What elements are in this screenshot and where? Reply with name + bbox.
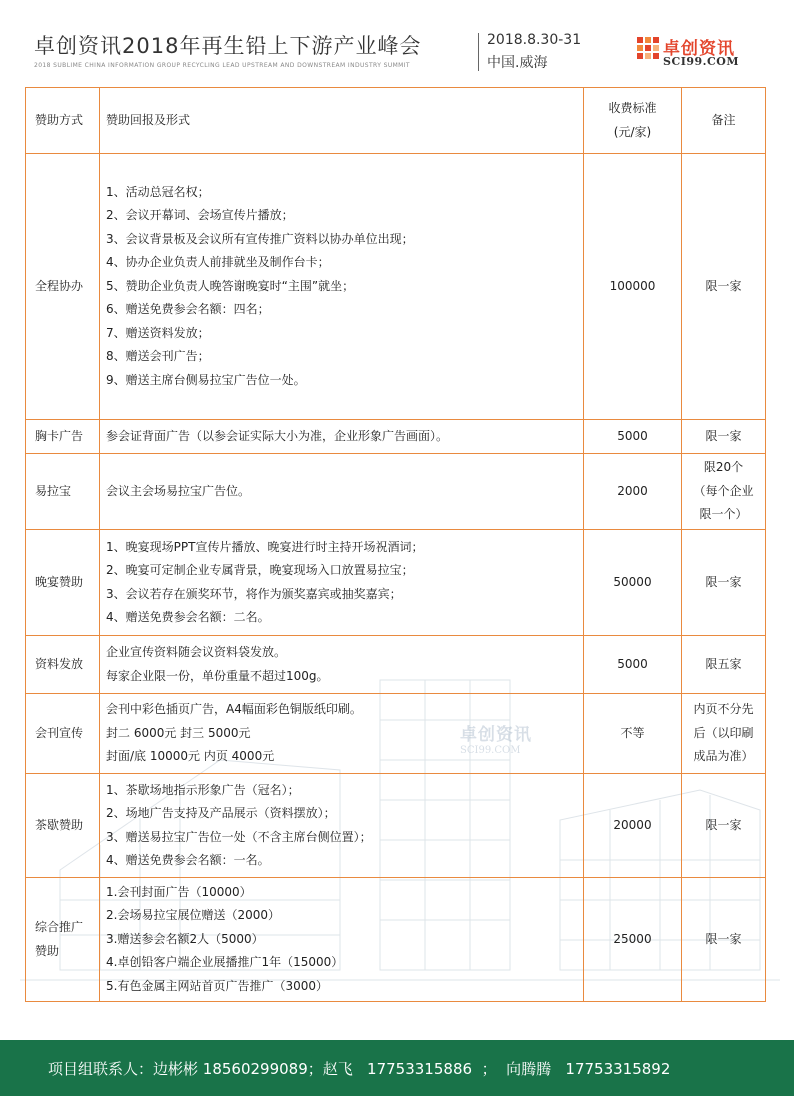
sponsor-method-line: 易拉宝	[35, 483, 72, 498]
sponsor-note-line: 限20个	[703, 460, 744, 475]
logo-grid-icon	[637, 37, 659, 59]
sponsor-benefits	[100, 636, 584, 694]
sponsor-benefits-line: 3、会议背景板及会议所有宣传推广资料以协办单位出现；	[106, 231, 414, 246]
table-row	[26, 774, 766, 878]
sponsor-benefits-line: 2、晚宴可定制企业专属背景，晚宴现场入口放置易拉宝；	[106, 563, 414, 577]
sponsor-benefits-line: 7、赠送资料发放；	[106, 325, 210, 340]
sponsor-note	[682, 694, 766, 774]
sponsor-benefits-line: 封二 6000元 封三 5000元	[106, 725, 251, 740]
sponsor-benefits-line: 封面/底 10000元 内页 4000元	[106, 749, 275, 764]
logo-chinese-name: 卓创资讯	[663, 39, 735, 59]
header-divider	[478, 33, 479, 71]
sponsor-method	[26, 530, 100, 636]
table-header-row	[26, 88, 766, 154]
table-row	[26, 530, 766, 636]
sponsor-benefits-line: 9、赠送主席台侧易拉宝广告位一处。	[106, 372, 306, 387]
sponsor-benefits-line: 8、赠送会刊广告；	[106, 349, 210, 364]
sponsor-note-line: 限一家	[705, 278, 742, 293]
sponsor-note-line: 限五家	[705, 656, 742, 671]
sponsor-method	[26, 774, 100, 878]
sponsor-note	[682, 154, 766, 420]
sci99-logo	[637, 34, 761, 70]
sponsor-benefits-line: 1、晚宴现场PPT宣传片播放、晚宴进行时主持开场祝酒词；	[106, 539, 424, 554]
sponsor-benefits	[100, 694, 584, 774]
sponsor-benefits	[100, 530, 584, 636]
sponsor-benefits-line: 4.卓创铅客户端企业展播推广1年（15000）	[106, 955, 344, 970]
sponsor-price: 2000	[584, 454, 682, 530]
sponsor-benefits-line: 4、赠送免费参会名额：一名。	[106, 853, 270, 867]
table-row	[26, 154, 766, 420]
sponsor-note-line: 后（以印刷	[693, 725, 754, 740]
sponsor-note	[682, 530, 766, 636]
sponsor-price: 5000	[584, 636, 682, 694]
sponsor-price: 5000	[584, 420, 682, 454]
sponsor-note	[682, 454, 766, 530]
sponsor-note-line: 限一家	[705, 428, 742, 443]
sponsor-note	[682, 420, 766, 454]
sponsor-note	[682, 878, 766, 1002]
table-row	[26, 694, 766, 774]
sponsorship-table	[25, 87, 766, 1002]
sponsor-note-line: 限一个）	[699, 507, 748, 522]
sponsor-benefits-line: 3、赠送易拉宝广告位一处（不含主席台侧位置）；	[106, 829, 372, 844]
logo-domain: SCI99.COM	[663, 55, 739, 68]
sponsor-benefits-line: 2、场地广告支持及产品展示（资料摆放）；	[106, 806, 336, 820]
sponsor-note-line: 限一家	[705, 817, 742, 832]
summit-place: 中国.威海	[487, 55, 548, 71]
sponsor-price: 20000	[584, 774, 682, 878]
sponsor-note-line: 内页不分先	[693, 702, 754, 717]
sponsor-benefits-line: 1.会刊封面广告（10000）	[106, 884, 252, 899]
watermark-logo-domain: SCI99.COM	[460, 745, 521, 756]
sponsor-note-line: 成品为准）	[693, 749, 754, 764]
contact-footer	[0, 1040, 794, 1096]
sponsor-benefits-line: 6、赠送免费参会名额：四名；	[106, 302, 270, 317]
sponsor-price: 25000	[584, 878, 682, 1002]
page-header	[0, 0, 794, 80]
sponsor-benefits-line: 2、会议开幕词、会场宣传片播放；	[106, 208, 294, 223]
table-body	[26, 154, 766, 1002]
sponsor-method	[26, 636, 100, 694]
header-price	[584, 88, 682, 154]
sponsor-price: 100000	[584, 154, 682, 420]
sponsorship-table-wrap	[25, 87, 765, 1002]
sponsor-benefits-line: 3.赠送参会名额2人（5000）	[106, 931, 264, 946]
sponsor-benefits	[100, 878, 584, 1002]
sponsor-benefits	[100, 454, 584, 530]
sponsor-benefits-line: 5.有色金属主网站首页广告推广（3000）	[106, 978, 328, 993]
sponsor-benefits	[100, 774, 584, 878]
sponsor-method-line: 综合推广	[35, 920, 84, 934]
header-method: 赞助方式	[26, 88, 100, 154]
sponsor-benefits-line: 会议主会场易拉宝广告位。	[106, 483, 251, 498]
sponsor-method-line: 晚宴赞助	[35, 574, 84, 589]
sponsor-method-line: 会刊宣传	[35, 725, 84, 740]
sponsor-note	[682, 774, 766, 878]
sponsor-method	[26, 154, 100, 420]
sponsor-benefits-line: 5、赞助企业负责人晚答谢晚宴时“主围”就坐；	[106, 278, 355, 293]
sponsor-note-line: （每个企业	[693, 483, 754, 498]
sponsor-benefits-line: 每家企业限一份，单份重量不超过100g。	[106, 668, 329, 683]
sponsor-method	[26, 878, 100, 1002]
summit-date: 2018.8.30-31	[487, 32, 582, 48]
sponsor-benefits-line: 参会证背面广告（以参会证实际大小为准，企业形象广告画面）。	[106, 428, 449, 443]
sponsor-note	[682, 636, 766, 694]
sponsor-benefits	[100, 420, 584, 454]
watermark-logo-chinese: 卓创资讯	[460, 725, 532, 745]
sponsor-benefits-line: 3、会议若存在颁奖环节，将作为颁奖嘉宾或抽奖嘉宾；	[106, 586, 402, 601]
header-note: 备注	[682, 88, 766, 154]
header-content: 赞助回报及形式	[100, 88, 584, 154]
sponsor-method-line: 胸卡广告	[35, 428, 84, 443]
sponsor-method-line: 资料发放	[35, 656, 84, 671]
table-row	[26, 878, 766, 1002]
summit-title: 卓创资讯2018年再生铅上下游产业峰会	[34, 34, 422, 58]
sponsor-method-line: 茶歇赞助	[35, 817, 84, 832]
header-price-unit: (元/家)	[613, 124, 652, 139]
sponsor-benefits-line: 1、茶歇场地指示形象广告（冠名）；	[106, 782, 300, 797]
contact-info: 项目组联系人：边彬彬 18560299089；赵飞 17753315886 ； 向腾腾 17753315892	[48, 1060, 671, 1078]
header-price-line: 收费标准	[608, 101, 657, 115]
sponsor-benefits-line: 4、赠送免费参会名额：二名。	[106, 610, 270, 624]
table-row	[26, 420, 766, 454]
summit-subtitle: 2018 SUBLIME CHINA INFORMATION GROUP RECYCLING LEAD UPSTREAM AND DOWNSTREAM INDUSTRY SUMMIT	[34, 62, 410, 69]
sponsor-benefits-line: 企业宣传资料随会议资料袋发放。	[106, 645, 287, 659]
sponsor-note-line: 限一家	[705, 931, 742, 946]
sponsor-method-line: 赞助	[35, 943, 60, 958]
sponsor-benefits-line: 会刊中彩色插页广告，A4幅面彩色铜版纸印刷。	[106, 702, 362, 717]
table-row	[26, 636, 766, 694]
sponsor-method	[26, 694, 100, 774]
sponsor-price: 50000	[584, 530, 682, 636]
sponsor-benefits-line: 1、活动总冠名权；	[106, 184, 210, 199]
sponsor-benefits-line: 2.会场易拉宝展位赠送（2000）	[106, 908, 280, 923]
sponsor-benefits-line: 4、协办企业负责人前排就坐及制作台卡；	[106, 255, 330, 270]
sponsor-benefits	[100, 154, 584, 420]
table-row	[26, 454, 766, 530]
sponsor-note-line: 限一家	[705, 574, 742, 589]
sponsor-method-line: 全程协办	[35, 278, 84, 293]
sponsor-method	[26, 454, 100, 530]
sponsor-price: 不等	[584, 694, 682, 774]
sponsor-method	[26, 420, 100, 454]
